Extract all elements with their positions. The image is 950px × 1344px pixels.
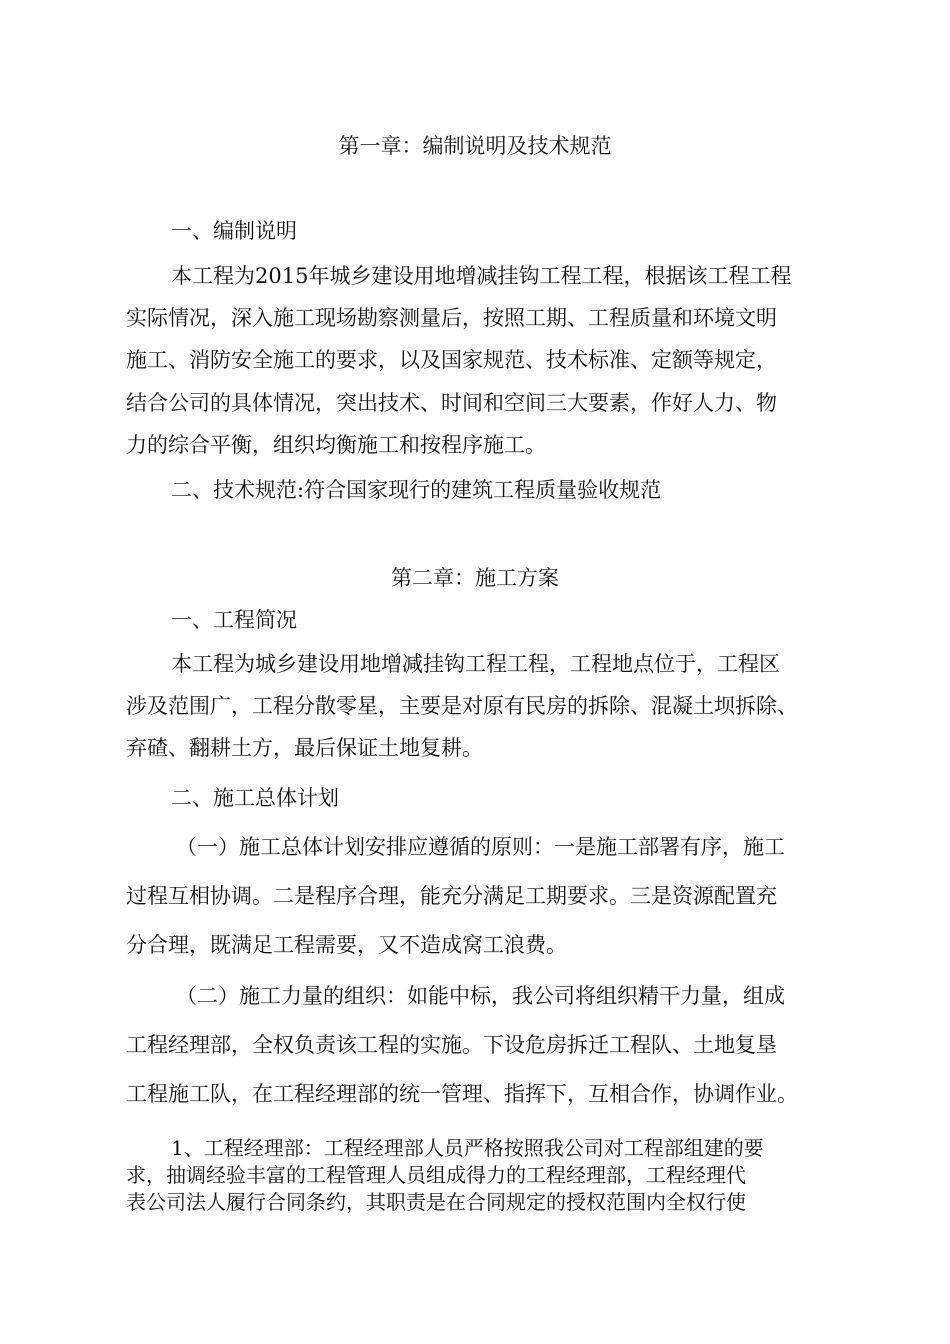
paragraph-line: （一）施工总体计划安排应遵循的原则：一是施工部署有序，施工 <box>176 835 785 859</box>
paragraph-line: 表公司法人履行合同条约，其职责是在合同规定的授权范围内全权行使 <box>126 1190 746 1214</box>
chapter-2-title: 第二章：施工方案 <box>391 566 559 590</box>
paragraph-line: 弃碴、翻耕土方，最后保证土地复耕。 <box>126 736 483 760</box>
paragraph-line: （二）施工力量的组织：如能中标，我公司将组织精干力量，组成 <box>176 984 785 1008</box>
paragraph-line: 工程经理部，全权负责该工程的实施。下设危房拆迁工程队、土地复垦 <box>126 1033 777 1057</box>
section-heading-technical-spec: 二、技术规范:符合国家现行的建筑工程质量验收规范 <box>171 478 662 502</box>
chapter-1-title: 第一章：编制说明及技术规范 <box>338 134 612 158</box>
section-heading-overall-plan: 二、施工总体计划 <box>171 786 339 810</box>
paragraph-line: 涉及范围广，工程分散零星，主要是对原有民房的拆除、混凝土坝拆除、 <box>126 694 798 718</box>
paragraph-line: 施工、消防安全施工的要求，以及国家规范、技术标准、定额等规定， <box>126 348 777 372</box>
paragraph-line: 力的综合平衡，组织均衡施工和按程序施工。 <box>126 433 546 457</box>
paragraph-line: 分合理，既满足工程需要，又不造成窝工浪费。 <box>126 933 567 957</box>
section-heading-compilation: 一、编制说明 <box>171 219 297 243</box>
paragraph-line: 求，抽调经验丰富的工程管理人员组成得力的工程经理部，工程经理代 <box>126 1163 746 1187</box>
paragraph-line: 本工程为2015年城乡建设用地增减挂钩工程工程，根据该工程工程 <box>171 264 792 288</box>
paragraph-line: 本工程为城乡建设用地增减挂钩工程工程，工程地点位于，工程区 <box>171 652 780 676</box>
paragraph-line: 1、工程经理部：工程经理部人员严格按照我公司对工程部组建的要 <box>171 1136 764 1160</box>
paragraph-line: 工程施工队，在工程经理部的统一管理、指挥下，互相合作，协调作业。 <box>126 1082 798 1106</box>
paragraph-line: 过程互相协调。二是程序合理，能充分满足工期要求。三是资源配置充 <box>126 884 777 908</box>
paragraph-line: 实际情况，深入施工现场勘察测量后，按照工期、工程质量和环境文明 <box>126 306 777 330</box>
paragraph-line: 结合公司的具体情况，突出技术、时间和空间三大要素，作好人力、物 <box>126 391 777 415</box>
section-heading-overview: 一、工程简况 <box>171 608 297 632</box>
